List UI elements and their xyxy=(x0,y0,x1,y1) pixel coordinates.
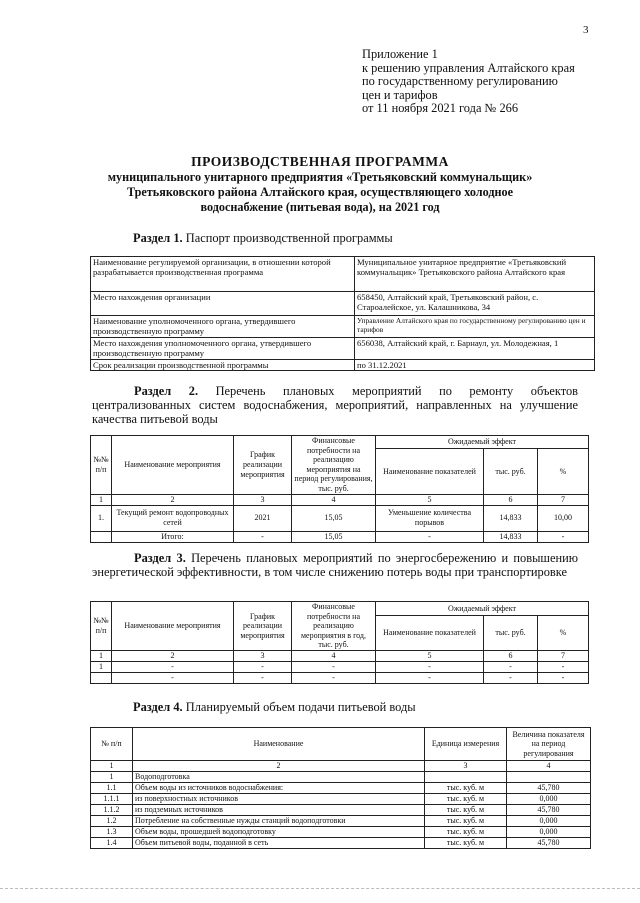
header-cell: % xyxy=(538,449,589,494)
table-cell: 7 xyxy=(538,494,589,505)
table-cell: - xyxy=(112,661,234,672)
table-cell: - xyxy=(234,672,292,683)
table-cell: 45,780 xyxy=(507,838,591,849)
table-row xyxy=(91,257,595,292)
table-row xyxy=(91,338,595,360)
table-cell: Итого: xyxy=(112,531,234,542)
table-cell: 7 xyxy=(538,650,589,661)
table-cell xyxy=(91,531,112,542)
table-row xyxy=(91,783,591,794)
table-cell: 2 xyxy=(133,761,425,772)
header-cell: Единица измерения xyxy=(425,728,507,761)
table-cell: 658450, Алтайский край, Третьяковский район, с. Староалейское, ул. Калашникова, 34 xyxy=(355,292,595,316)
header-cell: №№ п/п xyxy=(91,602,112,651)
header-cell: Величина показателя на период регулирования xyxy=(507,728,591,761)
section4-heading xyxy=(133,700,416,715)
table-cell: 10,00 xyxy=(538,505,589,531)
section4-label: Раздел 4. xyxy=(133,700,183,714)
table-cell: - xyxy=(234,661,292,672)
table-cell: 4 xyxy=(292,494,376,505)
table-cell: 4 xyxy=(292,650,376,661)
table-cell: Наименование регулируемой организации, в отношении которой разрабатывается производственная программа xyxy=(91,257,355,292)
water-supply-volume-table xyxy=(90,727,591,849)
table-cell: 2 xyxy=(112,494,234,505)
table-cell: Место нахождения уполномоченного органа, утвердившего производственную программу xyxy=(91,338,355,360)
document-title xyxy=(60,154,580,215)
table-cell: - xyxy=(538,661,589,672)
page-number: 3 xyxy=(583,24,589,36)
table-index-row xyxy=(91,494,589,505)
table-cell: 6 xyxy=(484,650,538,661)
table-cell xyxy=(425,772,507,783)
table-cell: - xyxy=(292,661,376,672)
title-line: Третьяковского района Алтайского края, осуществляющего холодное xyxy=(126,185,514,199)
header-cell: Наименование показателей xyxy=(376,449,484,494)
table-row xyxy=(91,316,595,338)
table-cell: Муниципальное унитарное предприятие «Третьяковский коммунальщик» Третьяковского района Алтайского края xyxy=(355,257,595,292)
header-cell: тыс. руб. xyxy=(484,615,538,650)
table-cell: - xyxy=(484,672,538,683)
table-cell: Управление Алтайского края по государственному регулированию цен и тарифов xyxy=(355,316,595,338)
table-row xyxy=(91,794,591,805)
page-bottom-divider xyxy=(0,888,640,889)
table-cell: 15,05 xyxy=(292,531,376,542)
header-cell: Наименование мероприятия xyxy=(112,436,234,495)
table-cell: - xyxy=(292,672,376,683)
section4-text: Планируемый объем подачи питьевой воды xyxy=(185,700,416,714)
table-cell: 1 xyxy=(91,772,133,783)
table-cell: 3 xyxy=(234,494,292,505)
table-index-row xyxy=(91,650,589,661)
table-cell: 1.1.1 xyxy=(91,794,133,805)
appendix-line: цен и тарифов xyxy=(362,87,438,102)
table-cell: Потребление на собственные нужды станций водоподготовки xyxy=(133,816,425,827)
table-cell: Текущий ремонт водопроводных сетей xyxy=(112,505,234,531)
table-cell: 1.4 xyxy=(91,838,133,849)
table-cell: Объем воды, прошедшей водоподготовку xyxy=(133,827,425,838)
table-cell: 0,000 xyxy=(507,816,591,827)
header-cell: Наименование xyxy=(133,728,425,761)
table-cell: тыс. куб. м xyxy=(425,794,507,805)
table-cell: 656038, Алтайский край, г. Барнаул, ул. Молодежная, 1 xyxy=(355,338,595,360)
table-cell: 1 xyxy=(91,761,133,772)
table-row xyxy=(91,816,591,827)
table-cell: 45,780 xyxy=(507,805,591,816)
section3-text: Перечень плановых мероприятий по энергосбережению и повышению энергетической эффективности, в том числе снижению потерь воды при транспортировке xyxy=(92,551,578,579)
table-cell: 1 xyxy=(91,661,112,672)
repair-measures-table xyxy=(90,435,589,543)
section2-heading xyxy=(92,384,578,426)
table-cell: - xyxy=(538,672,589,683)
table-cell: - xyxy=(112,672,234,683)
table-row xyxy=(91,292,595,316)
table-row xyxy=(91,827,591,838)
header-cell: №№ п/п xyxy=(91,436,112,495)
table-cell: Наименование уполномоченного органа, утвердившего производственную программу xyxy=(91,316,355,338)
table-header-row xyxy=(91,436,589,449)
table-cell: тыс. куб. м xyxy=(425,816,507,827)
header-cell: Финансовые потребности на реализацию мероприятия в год, тыс. руб. xyxy=(292,602,376,651)
table-cell: - xyxy=(376,672,484,683)
table-header-row xyxy=(91,602,589,616)
table-cell: 14,833 xyxy=(484,505,538,531)
table-cell: 1 xyxy=(91,650,112,661)
header-cell: Наименование показателей xyxy=(376,615,484,650)
title-main: ПРОИЗВОДСТВЕННАЯ ПРОГРАММА xyxy=(191,154,449,169)
section3-heading xyxy=(92,551,578,579)
table-cell: 1.2 xyxy=(91,816,133,827)
section3-label: Раздел 3. xyxy=(134,551,186,565)
header-cell: Ожидаемый эффект xyxy=(376,436,589,449)
header-cell: тыс. руб. xyxy=(484,449,538,494)
appendix-block xyxy=(362,48,575,116)
section2-text: Перечень плановых мероприятий по ремонту объектов централизованных систем водоснабжения, мероприятий, направленных на улучшение качества питьевой воды xyxy=(92,384,578,426)
table-header-row xyxy=(91,728,591,761)
energy-measures-table xyxy=(90,601,589,684)
table-row xyxy=(91,772,591,783)
table-cell: 5 xyxy=(376,650,484,661)
table-cell: 1.3 xyxy=(91,827,133,838)
table-cell: из подземных источников xyxy=(133,805,425,816)
section2-label: Раздел 2. xyxy=(134,384,199,398)
section1-text: Паспорт производственной программы xyxy=(185,231,393,245)
header-cell: Наименование мероприятия xyxy=(112,602,234,651)
header-cell: График реализации мероприятия xyxy=(234,602,292,651)
table-cell: 5 xyxy=(376,494,484,505)
table-cell: 45,780 xyxy=(507,783,591,794)
table-cell: 14,833 xyxy=(484,531,538,542)
table-cell: - xyxy=(234,531,292,542)
table-row xyxy=(91,505,589,531)
header-cell: Финансовые потребности на реализацию мероприятия на период регулирования, тыс. руб. xyxy=(292,436,376,495)
table-cell: 4 xyxy=(507,761,591,772)
table-row xyxy=(91,531,589,542)
table-cell: Водоподготовка xyxy=(133,772,425,783)
table-cell xyxy=(91,672,112,683)
table-cell: тыс. куб. м xyxy=(425,827,507,838)
header-cell: График реализации мероприятия xyxy=(234,436,292,495)
section1-heading xyxy=(133,231,393,246)
table-cell: по 31.12.2021 xyxy=(355,360,595,371)
appendix-line: от 11 ноября 2021 года № 266 xyxy=(362,101,519,116)
title-line: муниципального унитарного предприятия «Третьяковский коммунальщик» xyxy=(107,170,533,184)
table-cell: 6 xyxy=(484,494,538,505)
table-row xyxy=(91,805,591,816)
table-cell: - xyxy=(376,531,484,542)
table-cell: Срок реализации производственной программы xyxy=(91,360,355,371)
appendix-line: Приложение 1 xyxy=(362,47,438,61)
table-cell: 0,000 xyxy=(507,827,591,838)
table-cell: 1.1 xyxy=(91,783,133,794)
table-row xyxy=(91,838,591,849)
table-cell: - xyxy=(376,661,484,672)
header-cell: Ожидаемый эффект xyxy=(376,602,589,616)
table-cell: - xyxy=(538,531,589,542)
appendix-line: по государственному регулированию xyxy=(362,74,558,89)
appendix-line: к решению управления Алтайского края xyxy=(362,60,575,75)
table-cell: Объем воды из источников водоснабжения: xyxy=(133,783,425,794)
table-cell: 15,05 xyxy=(292,505,376,531)
table-cell: тыс. куб. м xyxy=(425,783,507,794)
header-cell: % xyxy=(538,615,589,650)
table-cell: Объем питьевой воды, поданной в сеть xyxy=(133,838,425,849)
section1-label: Раздел 1. xyxy=(133,231,183,245)
table-cell: 0,000 xyxy=(507,794,591,805)
table-cell: тыс. куб. м xyxy=(425,805,507,816)
table-cell: 1 xyxy=(91,494,112,505)
table-index-row xyxy=(91,761,591,772)
table-cell: 2 xyxy=(112,650,234,661)
table-cell: тыс. куб. м xyxy=(425,838,507,849)
table-cell: из поверхностных источников xyxy=(133,794,425,805)
title-line: водоснабжение (питьевая вода), на 2021 год xyxy=(200,200,440,214)
table-row xyxy=(91,672,589,683)
table-cell: 1. xyxy=(91,505,112,531)
passport-table xyxy=(90,256,595,371)
table-cell xyxy=(507,772,591,783)
table-row xyxy=(91,661,589,672)
table-cell: 1.1.2 xyxy=(91,805,133,816)
table-cell: Место нахождения организации xyxy=(91,292,355,316)
header-cell: № п/п xyxy=(91,728,133,761)
table-row xyxy=(91,360,595,371)
table-cell: 3 xyxy=(425,761,507,772)
table-cell: Уменьшение количества порывов xyxy=(376,505,484,531)
table-cell: - xyxy=(484,661,538,672)
table-cell: 2021 xyxy=(234,505,292,531)
table-cell: 3 xyxy=(234,650,292,661)
